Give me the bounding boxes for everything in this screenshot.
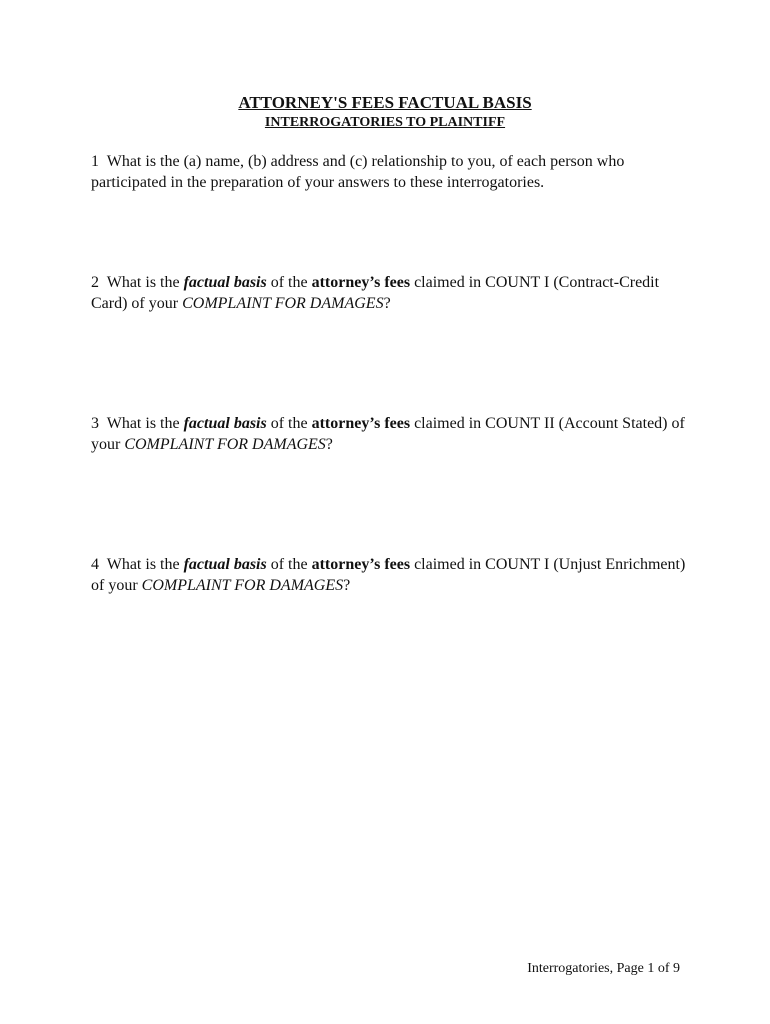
question-prefix: What is the xyxy=(106,556,180,573)
complaint-title: COMPLAINT FOR DAMAGES xyxy=(182,295,384,312)
question-prefix: What is the xyxy=(106,415,180,432)
question-text: What is the (a) name, (b) address and (c) relationship to you, of each person who participated in the preparation of your answers to these interrogatories. xyxy=(91,153,625,191)
interrogatory-2 xyxy=(91,272,691,314)
question-of-the: of the xyxy=(270,415,308,432)
attorneys-fees-term: attorney’s fees xyxy=(311,556,411,573)
question-number: 2 xyxy=(91,274,99,291)
question-claimed: claimed in COUNT I (Unjust Enrichment) of your xyxy=(91,556,686,594)
factual-basis-term: factual basis xyxy=(183,556,267,573)
question-claimed: claimed in COUNT I (Contract-Credit Card) of your xyxy=(91,274,660,312)
question-end: ? xyxy=(383,295,391,312)
interrogatory-3 xyxy=(91,413,691,455)
question-claimed: claimed in COUNT II (Account Stated) of your xyxy=(91,415,685,453)
complaint-title: COMPLAINT FOR DAMAGES xyxy=(124,436,326,453)
question-end: ? xyxy=(343,577,351,594)
question-number: 3 xyxy=(91,415,99,432)
interrogatory-1 xyxy=(91,151,691,193)
document-subtitle: INTERROGATORIES TO PLAINTIFF xyxy=(264,115,506,130)
question-number: 1 xyxy=(91,153,99,170)
attorneys-fees-term: attorney’s fees xyxy=(311,415,411,432)
document-title: ATTORNEY'S FEES FACTUAL BASIS xyxy=(238,93,532,112)
factual-basis-term: factual basis xyxy=(183,274,267,291)
factual-basis-term: factual basis xyxy=(183,415,267,432)
interrogatory-4 xyxy=(91,554,691,596)
question-number: 4 xyxy=(91,556,99,573)
question-of-the: of the xyxy=(270,556,308,573)
attorneys-fees-term: attorney’s fees xyxy=(311,274,411,291)
question-end: ? xyxy=(325,436,333,453)
complaint-title: COMPLAINT FOR DAMAGES xyxy=(141,577,344,594)
page-footer: Interrogatories, Page 1 of 9 xyxy=(527,961,680,976)
question-prefix: What is the xyxy=(106,274,180,291)
question-of-the: of the xyxy=(270,274,308,291)
